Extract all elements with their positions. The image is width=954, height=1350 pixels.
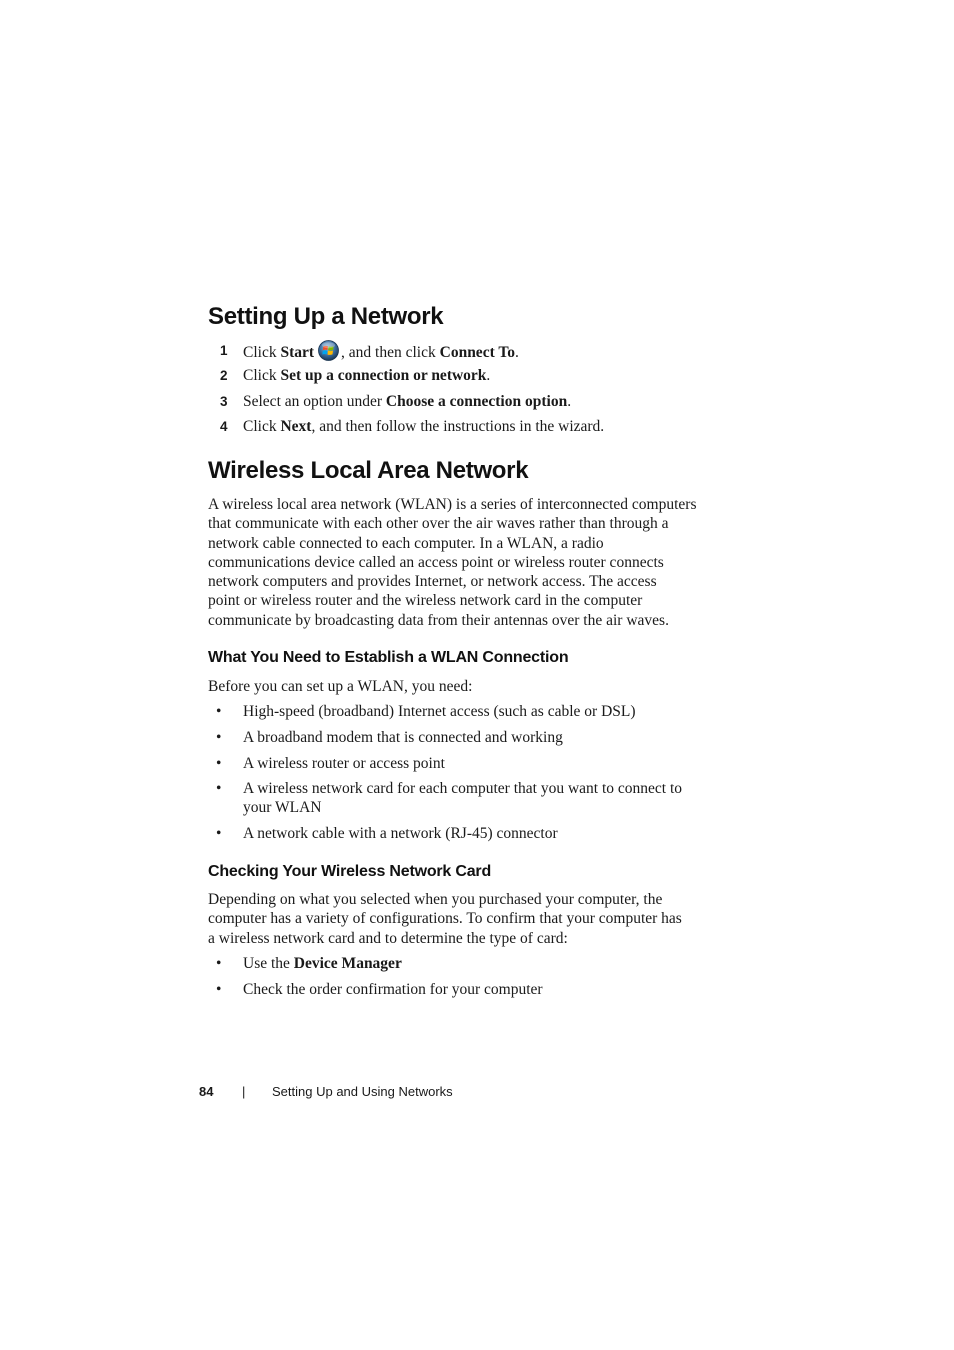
bullet-icon: • xyxy=(216,981,222,998)
wlan-paragraph: A wireless local area network (WLAN) is a series of interconnected computers that communicate with each other over the air waves rather than through a network cable connected to each computer. In a WLAN, a radio communications device called an access point or wireless router connects network computers and provides Internet, or network access. The access point or wireless router and the wireless network card in the computer communicate by broadcasting data from their antennas over the air waves. xyxy=(208,496,697,629)
footer-chapter-title: Setting Up and Using Networks xyxy=(272,1084,453,1099)
step-4 xyxy=(208,416,728,438)
step-text: Click Start , and then click Connect To. xyxy=(243,340,519,364)
requirements-intro: Before you can set up a WLAN, you need: xyxy=(208,678,473,695)
bullet-icon: • xyxy=(216,825,222,842)
step-text: Select an option under Choose a connection option. xyxy=(243,393,572,410)
bullet-icon: • xyxy=(216,729,222,746)
step-text: Click Next, and then follow the instructions in the wizard. xyxy=(243,418,605,435)
step-1 xyxy=(208,340,728,362)
step-number: 3 xyxy=(220,394,228,409)
heading-setting-up-a-network: Setting Up a Network xyxy=(208,303,444,330)
windows-start-orb-icon xyxy=(318,340,339,361)
step-number: 1 xyxy=(220,343,228,358)
checking-paragraph: Depending on what you selected when you purchased your computer, the computer has a variety of configurations. To confirm that your computer has a wireless network card and to determine the type of card: xyxy=(208,891,682,947)
document-page: Setting Up a Network 1 Click Start , and then click Connect To. 2 Click Set up a connection or network. 3 Select an option under Choose a connection option. 4 Click Next, and then follow the instructions in the wizard. Wireless Local Area Network A wireless local area network (WLAN) is a series of interconnected computers that communicate with each other over the air waves rather than through a network cable connected to each computer. In a WLAN, a radio communications device called an access point or wireless router connects network computers and provides Internet, or network access. The access point or wireless router and the wireless network card in the computer communicate by broadcasting data from their antennas over the air waves. What You Need to Establish a WLAN Connection Before you can set up a WLAN, you need: • High-speed (broadband) Internet access (such as cable or DSL) • A broadband modem that is connected and working • A wireless router or access point • A wireless network card for each computer that you want to connect to your WLAN • A network cable with a network (RJ-45) connector Checking Your Wireless Network Card Depending on what you selected when you purchased your computer, the computer has a variety of configurations. To confirm that your computer has a wireless network card and to determine the type of card: • Use the Device Manager • Check the order confirmation for your computer 84 | Setting Up and Using Networks xyxy=(0,0,954,1350)
heading-what-you-need: What You Need to Establish a WLAN Connection xyxy=(208,649,569,666)
step-text: Click Set up a connection or network. xyxy=(243,367,491,384)
page-number: 84 xyxy=(199,1084,214,1099)
step-2 xyxy=(208,365,728,387)
start-label: Start xyxy=(280,344,315,361)
bullet-icon: • xyxy=(216,703,222,720)
bullet-icon: • xyxy=(216,955,222,972)
device-manager-label: Device Manager xyxy=(293,955,402,972)
footer-separator: | xyxy=(242,1084,246,1099)
step-3 xyxy=(208,391,728,413)
heading-wireless-local-area-network: Wireless Local Area Network xyxy=(208,457,529,484)
bullet-icon: • xyxy=(216,780,222,797)
heading-checking-wireless-card: Checking Your Wireless Network Card xyxy=(208,863,492,880)
bullet-icon: • xyxy=(216,755,222,772)
step-number: 2 xyxy=(220,368,228,383)
step-number: 4 xyxy=(220,419,228,434)
connect-to-label: Connect To xyxy=(439,344,515,361)
